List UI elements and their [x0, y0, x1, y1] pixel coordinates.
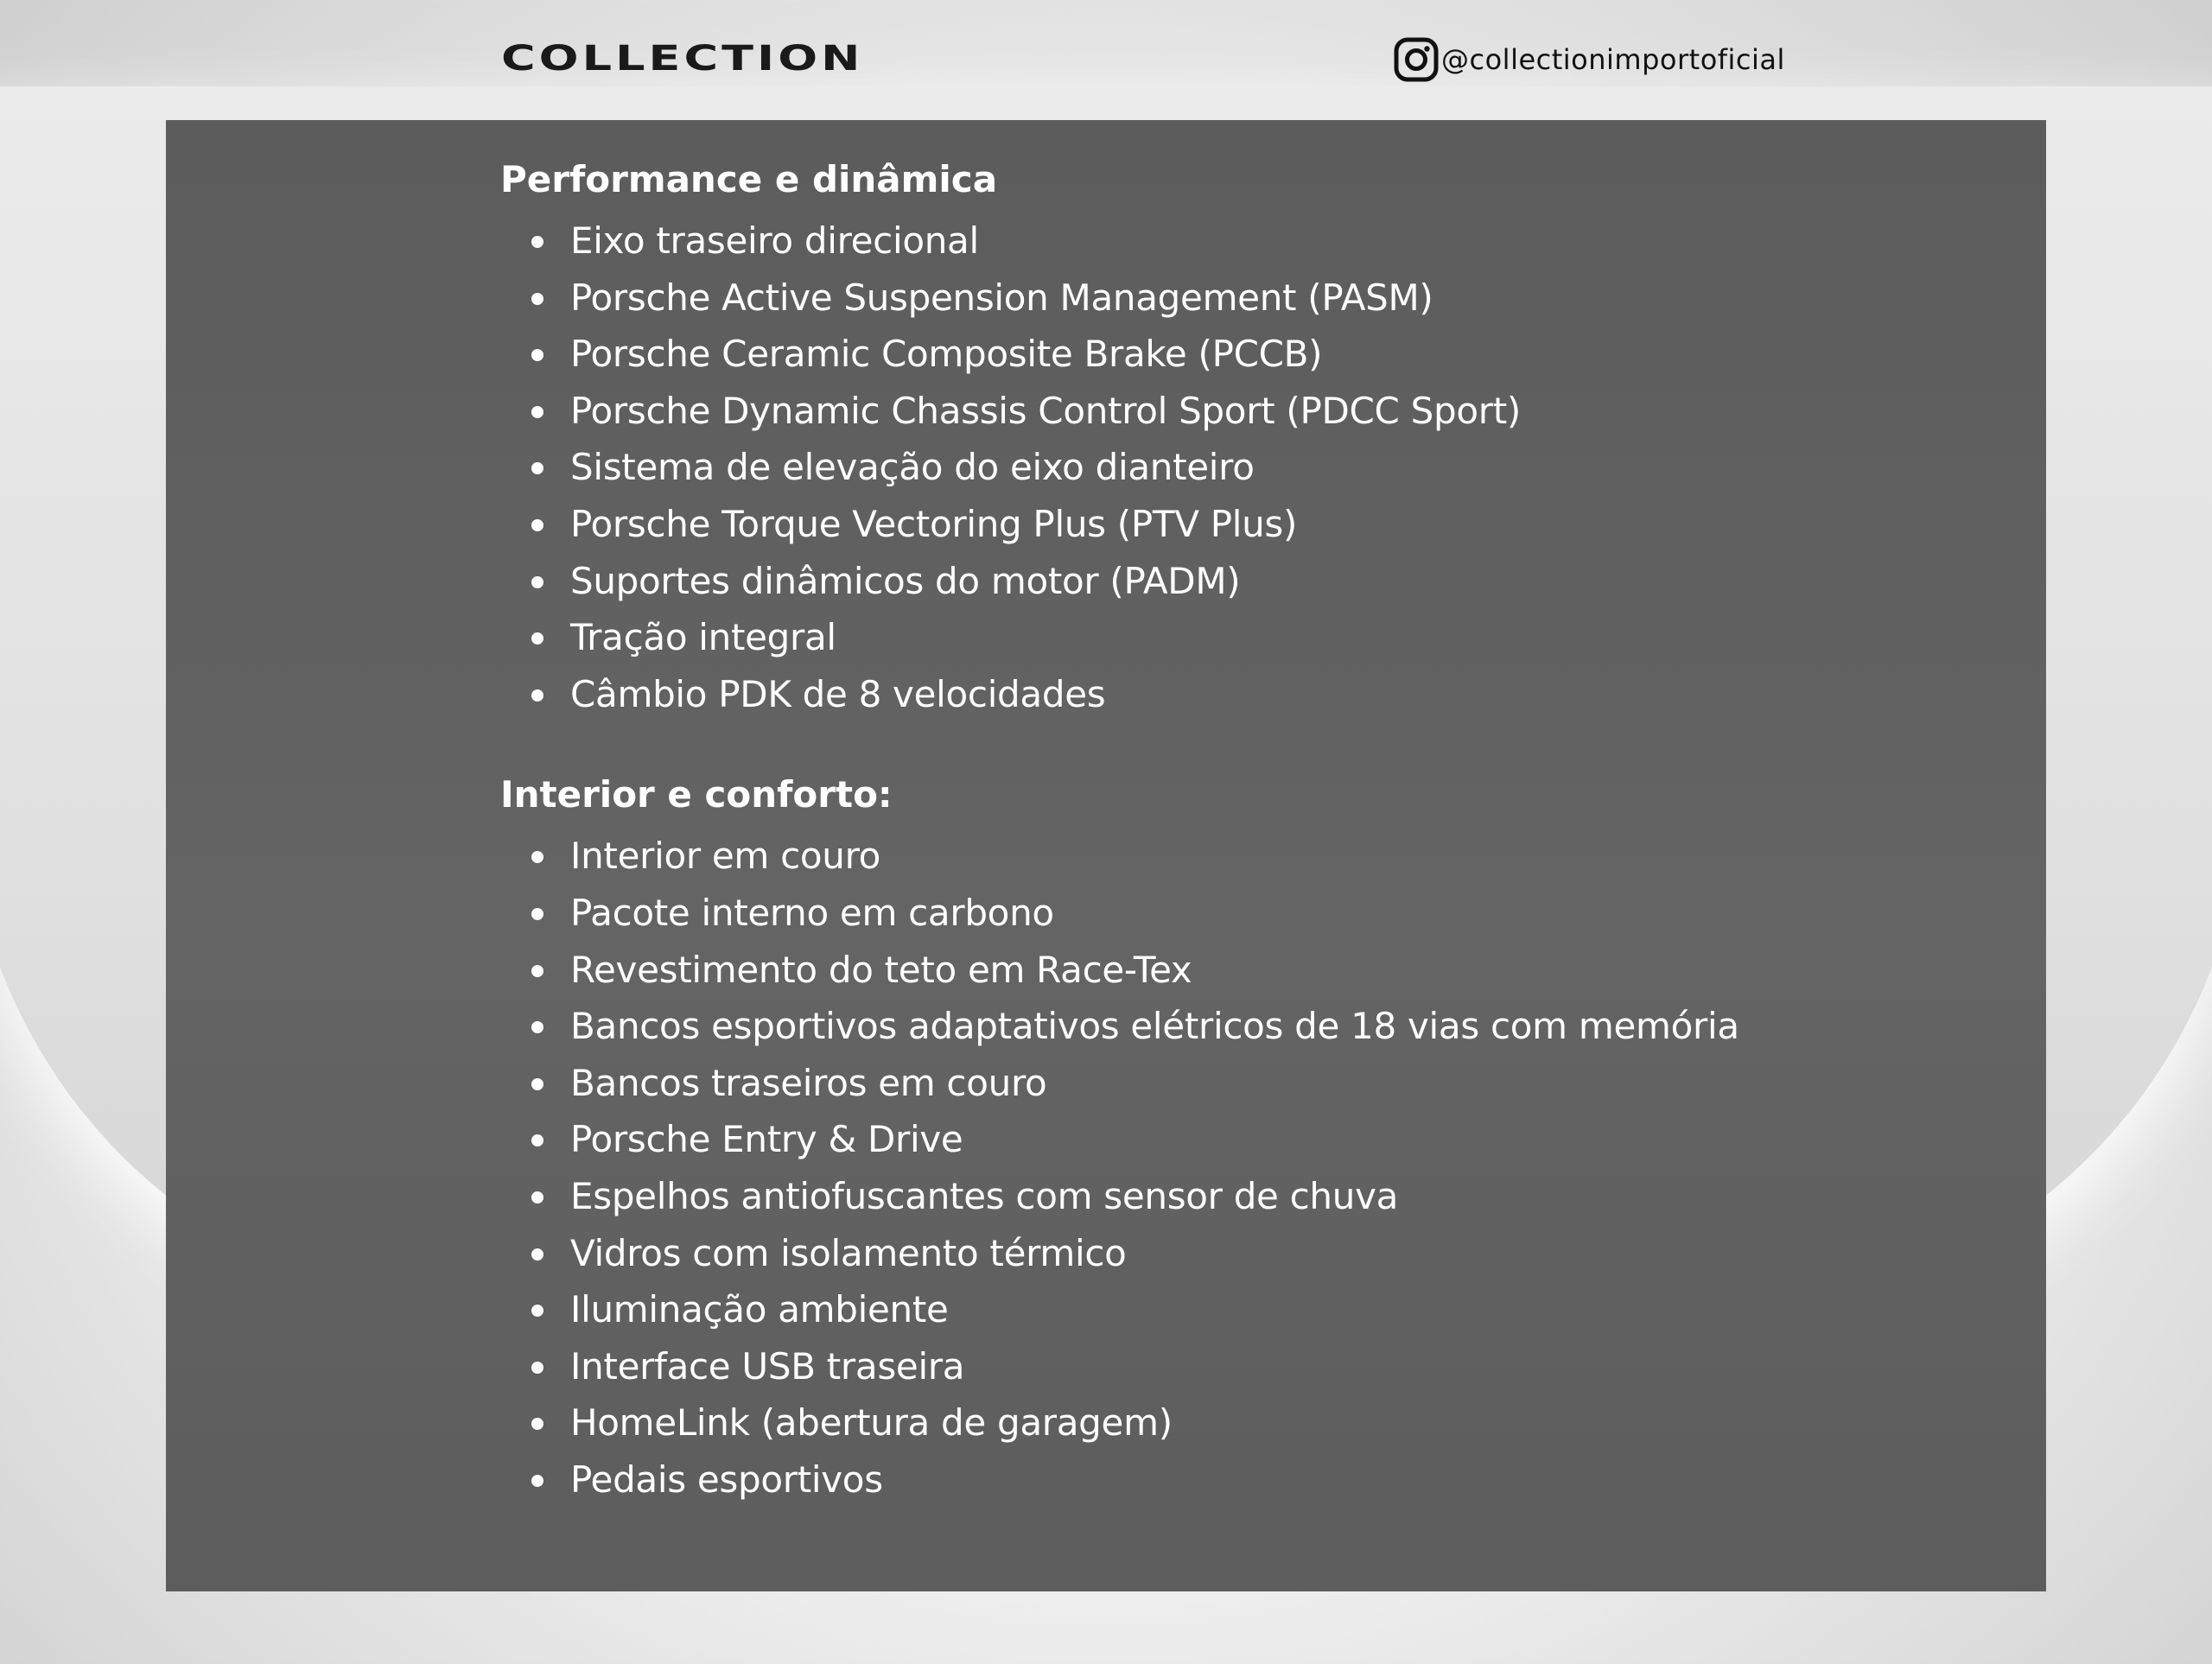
bullet-icon	[531, 1078, 543, 1090]
list-item	[500, 496, 1969, 553]
list-item	[500, 1111, 1969, 1168]
section-title-performance: Performance e dinâmica	[500, 158, 998, 200]
list-item	[500, 553, 1969, 610]
bullet-icon	[531, 689, 543, 702]
list-item-label: Pacote interno em carbono	[570, 891, 1054, 934]
list-item	[500, 439, 1969, 496]
list-item	[500, 1451, 1969, 1508]
list-item	[500, 1281, 1969, 1338]
list-item	[500, 213, 1969, 270]
bullet-icon	[531, 1362, 543, 1374]
list-item-label: Porsche Active Suspension Management (PASM)	[570, 276, 1433, 319]
list-item-label: Porsche Torque Vectoring Plus (PTV Plus)	[570, 502, 1298, 545]
list-item	[500, 609, 1969, 666]
list-item	[500, 1055, 1969, 1112]
list-item	[500, 942, 1969, 999]
bullet-icon	[531, 632, 543, 645]
list-item	[500, 828, 1969, 885]
interior-list	[500, 828, 1969, 1508]
bullet-icon	[531, 965, 543, 977]
bullet-icon	[531, 349, 543, 361]
list-item	[500, 326, 1969, 383]
list-item-label: Porsche Ceramic Composite Brake (PCCB)	[570, 333, 1323, 376]
list-item-label: Porsche Entry & Drive	[570, 1118, 963, 1161]
bullet-icon	[531, 293, 543, 305]
list-item-label: Eixo traseiro direcional	[570, 219, 979, 262]
list-item	[500, 998, 1969, 1055]
list-item-label: Interior em couro	[570, 835, 881, 878]
list-item	[500, 270, 1969, 327]
bullet-icon	[531, 908, 543, 920]
bullet-icon	[531, 1191, 543, 1204]
list-item	[500, 885, 1969, 942]
list-item	[500, 1394, 1969, 1451]
instagram-link[interactable]	[1393, 35, 1785, 85]
performance-list	[500, 213, 1969, 722]
list-item-label: Pedais esportivos	[570, 1458, 883, 1501]
list-item	[500, 1338, 1969, 1395]
bullet-icon	[531, 1305, 543, 1317]
list-item-label: Tração integral	[570, 616, 836, 659]
list-item-label: Sistema de elevação do eixo dianteiro	[570, 446, 1255, 489]
list-item-label: Revestimento do teto em Race-Tex	[570, 948, 1192, 991]
bullet-icon	[531, 1021, 543, 1033]
instagram-handle[interactable]: @collectionimportoficial	[1441, 43, 1785, 76]
section-spacer	[500, 722, 1969, 771]
bullet-icon	[531, 1475, 543, 1487]
list-item-label: Porsche Dynamic Chassis Control Sport (PDCC Sport)	[570, 389, 1521, 432]
list-item-label: Iluminação ambiente	[570, 1288, 949, 1331]
section-title-interior: Interior e conforto:	[500, 773, 893, 816]
spec-content	[500, 156, 1969, 1508]
list-item-label: Bancos esportivos adaptativos elétricos de 18 vias com memória	[570, 1005, 1739, 1048]
list-item-label: Suportes dinâmicos do motor (PADM)	[570, 559, 1241, 602]
bullet-icon	[531, 1418, 543, 1430]
bullet-icon	[531, 462, 543, 474]
list-item	[500, 666, 1969, 723]
list-item-label: HomeLink (abertura de garagem)	[570, 1401, 1173, 1445]
bullet-icon	[531, 1134, 543, 1146]
bullet-icon	[531, 1248, 543, 1261]
brand-logo: COLLECTION	[501, 39, 864, 79]
bullet-icon	[531, 519, 543, 531]
list-item-label: Bancos traseiros em couro	[570, 1061, 1047, 1104]
list-item-label: Vidros com isolamento térmico	[570, 1231, 1127, 1274]
list-item	[500, 1168, 1969, 1225]
list-item-label: Interface USB traseira	[570, 1344, 965, 1388]
bullet-icon	[531, 236, 543, 248]
list-item	[500, 1225, 1969, 1282]
bullet-icon	[531, 406, 543, 418]
list-item-label: Espelhos antiofuscantes com sensor de chuva	[570, 1174, 1399, 1217]
list-item-label: Câmbio PDK de 8 velocidades	[570, 672, 1106, 715]
instagram-icon	[1393, 36, 1440, 83]
list-item	[500, 383, 1969, 440]
bullet-icon	[531, 576, 543, 588]
bullet-icon	[531, 851, 543, 863]
